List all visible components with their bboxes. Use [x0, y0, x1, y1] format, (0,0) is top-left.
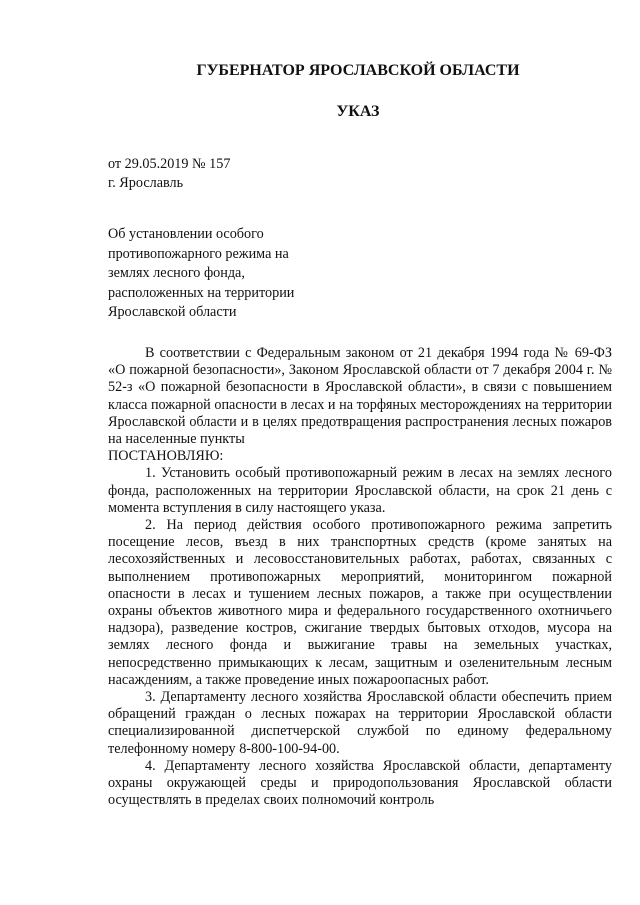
item-paragraph: 2. На период действия особого противопожарного режима запретить посещение лесов, въезд в них транспортных средств (кроме занятых на лесохозяйственных и лесовосстановительных работах, работах, связанных с выполнением противопожарных мероприятий, мониторингом пожарной опасности в лесах и тушением лесных пожаров, а также при осуществлении охраны объектов животного мира и федерального государственного охотничьего надзора), разведение костров, сжигание твердых бытовых отходов, мусора на землях лесного фонда и выжигание травы на земельных участках, непосредственно примыкающих к лесам, защитным и озеленительным лесным насаждениям, а также проведение иных пожароопасных работ. [108, 517, 612, 688]
city: г. Ярославль [108, 175, 184, 191]
subject-line: землях лесного фонда, [108, 265, 245, 281]
decree-word: ПОСТАНОВЛЯЮ: [108, 448, 224, 465]
subject-line: расположенных на территории [108, 284, 295, 301]
item-paragraph: 1. Установить особый противопожарный режим в лесах на землях лесного фонда, расположенных на территории Ярославской области, на срок 21 день с момента вступления в силу настоящего указа. [108, 465, 612, 516]
subject-line: противопожарного режима на [108, 245, 289, 262]
document-type: УКАЗ [336, 103, 380, 120]
date-number: от 29.05.2019 № 157 [108, 156, 231, 172]
document-subject [108, 225, 348, 323]
item-paragraph: 3. Департаменту лесного хозяйства Ярославской области обеспечить прием обращений граждан о лесных пожарах на территории Ярославской области специализированной диспетчерской службой по единому федеральному телефонному номеру 8-800-100-94-00. [108, 689, 612, 757]
issuer-title: ГУБЕРНАТОР ЯРОСЛАВСКОЙ ОБЛАСТИ [196, 62, 520, 79]
subject-line: Об установлении особого [108, 226, 264, 242]
document-body [108, 345, 612, 809]
item-paragraph: 4. Департаменту лесного хозяйства Ярославской области, департаменту охраны окружающей среды и природопользования Ярославской области осуществлять в пределах своих полномочий контроль [108, 757, 612, 809]
subject-line: Ярославской области [108, 304, 237, 320]
preamble-paragraph: В соответствии с Федеральным законом от 21 декабря 1994 года № 69-ФЗ «О пожарной безопасности», Законом Ярославской области от 7 декабря 2004 г. № 52-з «О пожарной безопасности в Ярославской области», в связи с повышением класса пожарной опасности в лесах и на торфяных месторождениях на территории Ярославской области и в целях предотвращения распространения лесных пожаров на населенные пункты [108, 345, 612, 448]
